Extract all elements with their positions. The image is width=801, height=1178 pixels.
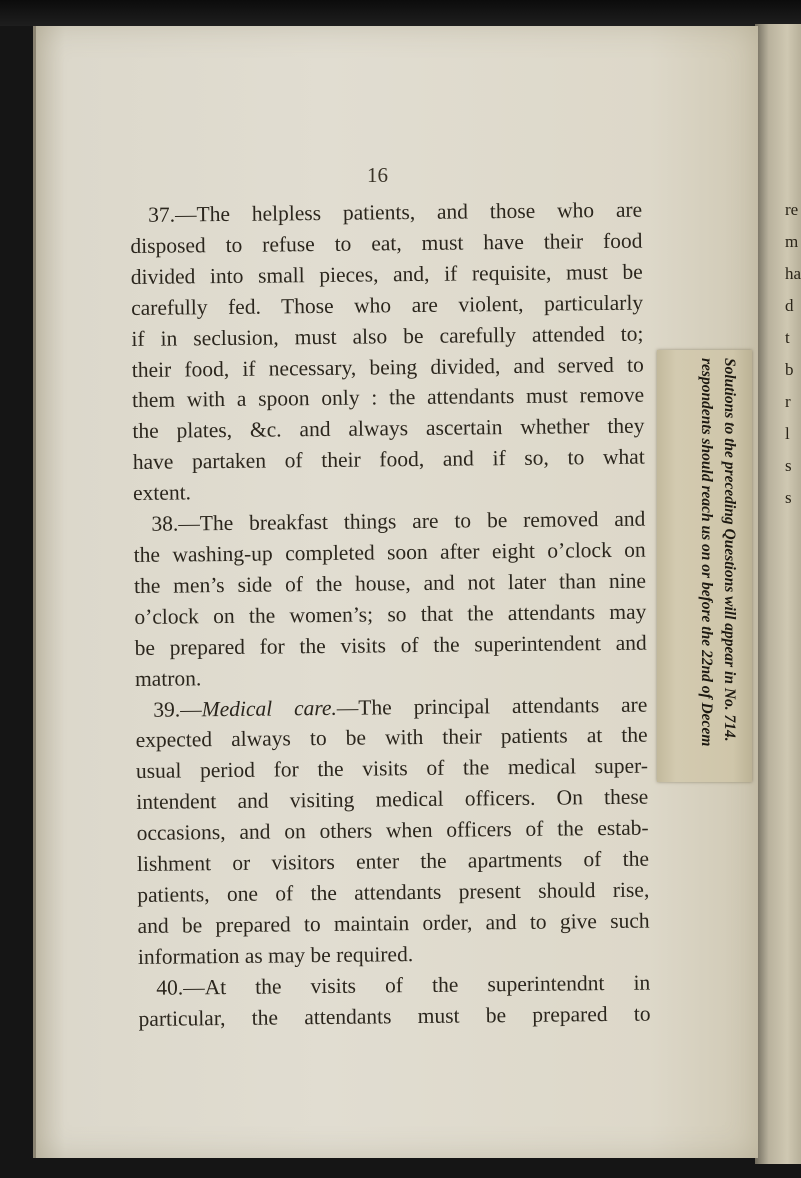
text-line: the men’s side of the house, and not later than nine <box>133 568 647 598</box>
next-page-fragment: s <box>785 456 792 475</box>
text-line: extent. <box>132 480 192 506</box>
text-line: expected always to be with their patients at the <box>135 723 648 753</box>
text-line: patients, one of the attendants present should rise, <box>137 877 650 907</box>
text-line: and be prepared to maintain order, and to give such <box>137 908 650 938</box>
text-line: be prepared for the visits of the superintendent and <box>134 630 647 660</box>
slip-line: respondents should reach us on or before the 22nd of Decem <box>698 358 715 747</box>
text-line: 38.—The breakfast things are to be removed and <box>151 506 646 536</box>
paragraph-number: 39.— <box>153 696 202 722</box>
slip-line: Solutions to the preceding Questions will appear in No. 714. <box>721 358 738 742</box>
text-line: divided into small pieces, and, if requisite, must be <box>130 259 643 289</box>
text-line: 40.—At the visits of the superintendnt in <box>156 970 651 1000</box>
next-page-fragment: l <box>785 424 790 443</box>
page-number: 16 <box>367 163 388 187</box>
text-line: occasions, and on others when officers of the estab- <box>136 815 649 846</box>
text-line-rest: —The principal attendants are <box>336 692 648 720</box>
text-line: 37.—The helpless patients, and those who are <box>148 197 643 227</box>
next-page-fragment: re <box>785 200 799 219</box>
text-line: lishment or visitors enter the apartments of the <box>136 846 650 876</box>
next-page-fragment: b <box>785 360 794 379</box>
section-heading: Medical care. <box>201 695 337 721</box>
next-page-fragment: r <box>785 392 791 411</box>
text-line: particular, the attendants must be prepared to <box>138 1001 651 1031</box>
next-page-fragment: t <box>785 328 790 347</box>
next-page-edge <box>755 24 801 1164</box>
book-spine-shadow <box>0 0 801 26</box>
text-line: matron. <box>134 665 202 691</box>
text-line: usual period for the visits of the medical super- <box>135 753 649 784</box>
text-line: o’clock on the women’s; so that the attendants may <box>134 599 647 629</box>
slip-text <box>657 350 752 782</box>
text-line: carefully fed. Those who are violent, particularly <box>131 290 644 320</box>
text-line: their food, if necessary, being divided, and served to <box>131 352 644 382</box>
text-line: have partaken of their food, and if so, to what <box>132 444 645 475</box>
next-page-fragment: d <box>785 296 794 315</box>
text-line: them with a spoon only : the attendants must remove <box>131 383 645 413</box>
text-line: intendent and visiting medical officers. On these <box>136 784 649 815</box>
next-page-fragment: s <box>785 488 792 507</box>
next-page-fragment: m <box>785 232 799 251</box>
body-text <box>130 195 651 1035</box>
text-line: the plates, &c. and always ascertain whether they <box>132 413 645 444</box>
text-line: the washing-up completed soon after eight o’clock on <box>133 537 646 567</box>
pasted-paper-slip <box>657 350 752 782</box>
text-line: disposed to refuse to eat, must have their food <box>130 228 643 258</box>
text-line: if in seclusion, must also be carefully attended to; <box>131 321 644 351</box>
text-line: information as may be required. <box>137 941 414 969</box>
next-page-fragment: ha <box>785 264 801 283</box>
